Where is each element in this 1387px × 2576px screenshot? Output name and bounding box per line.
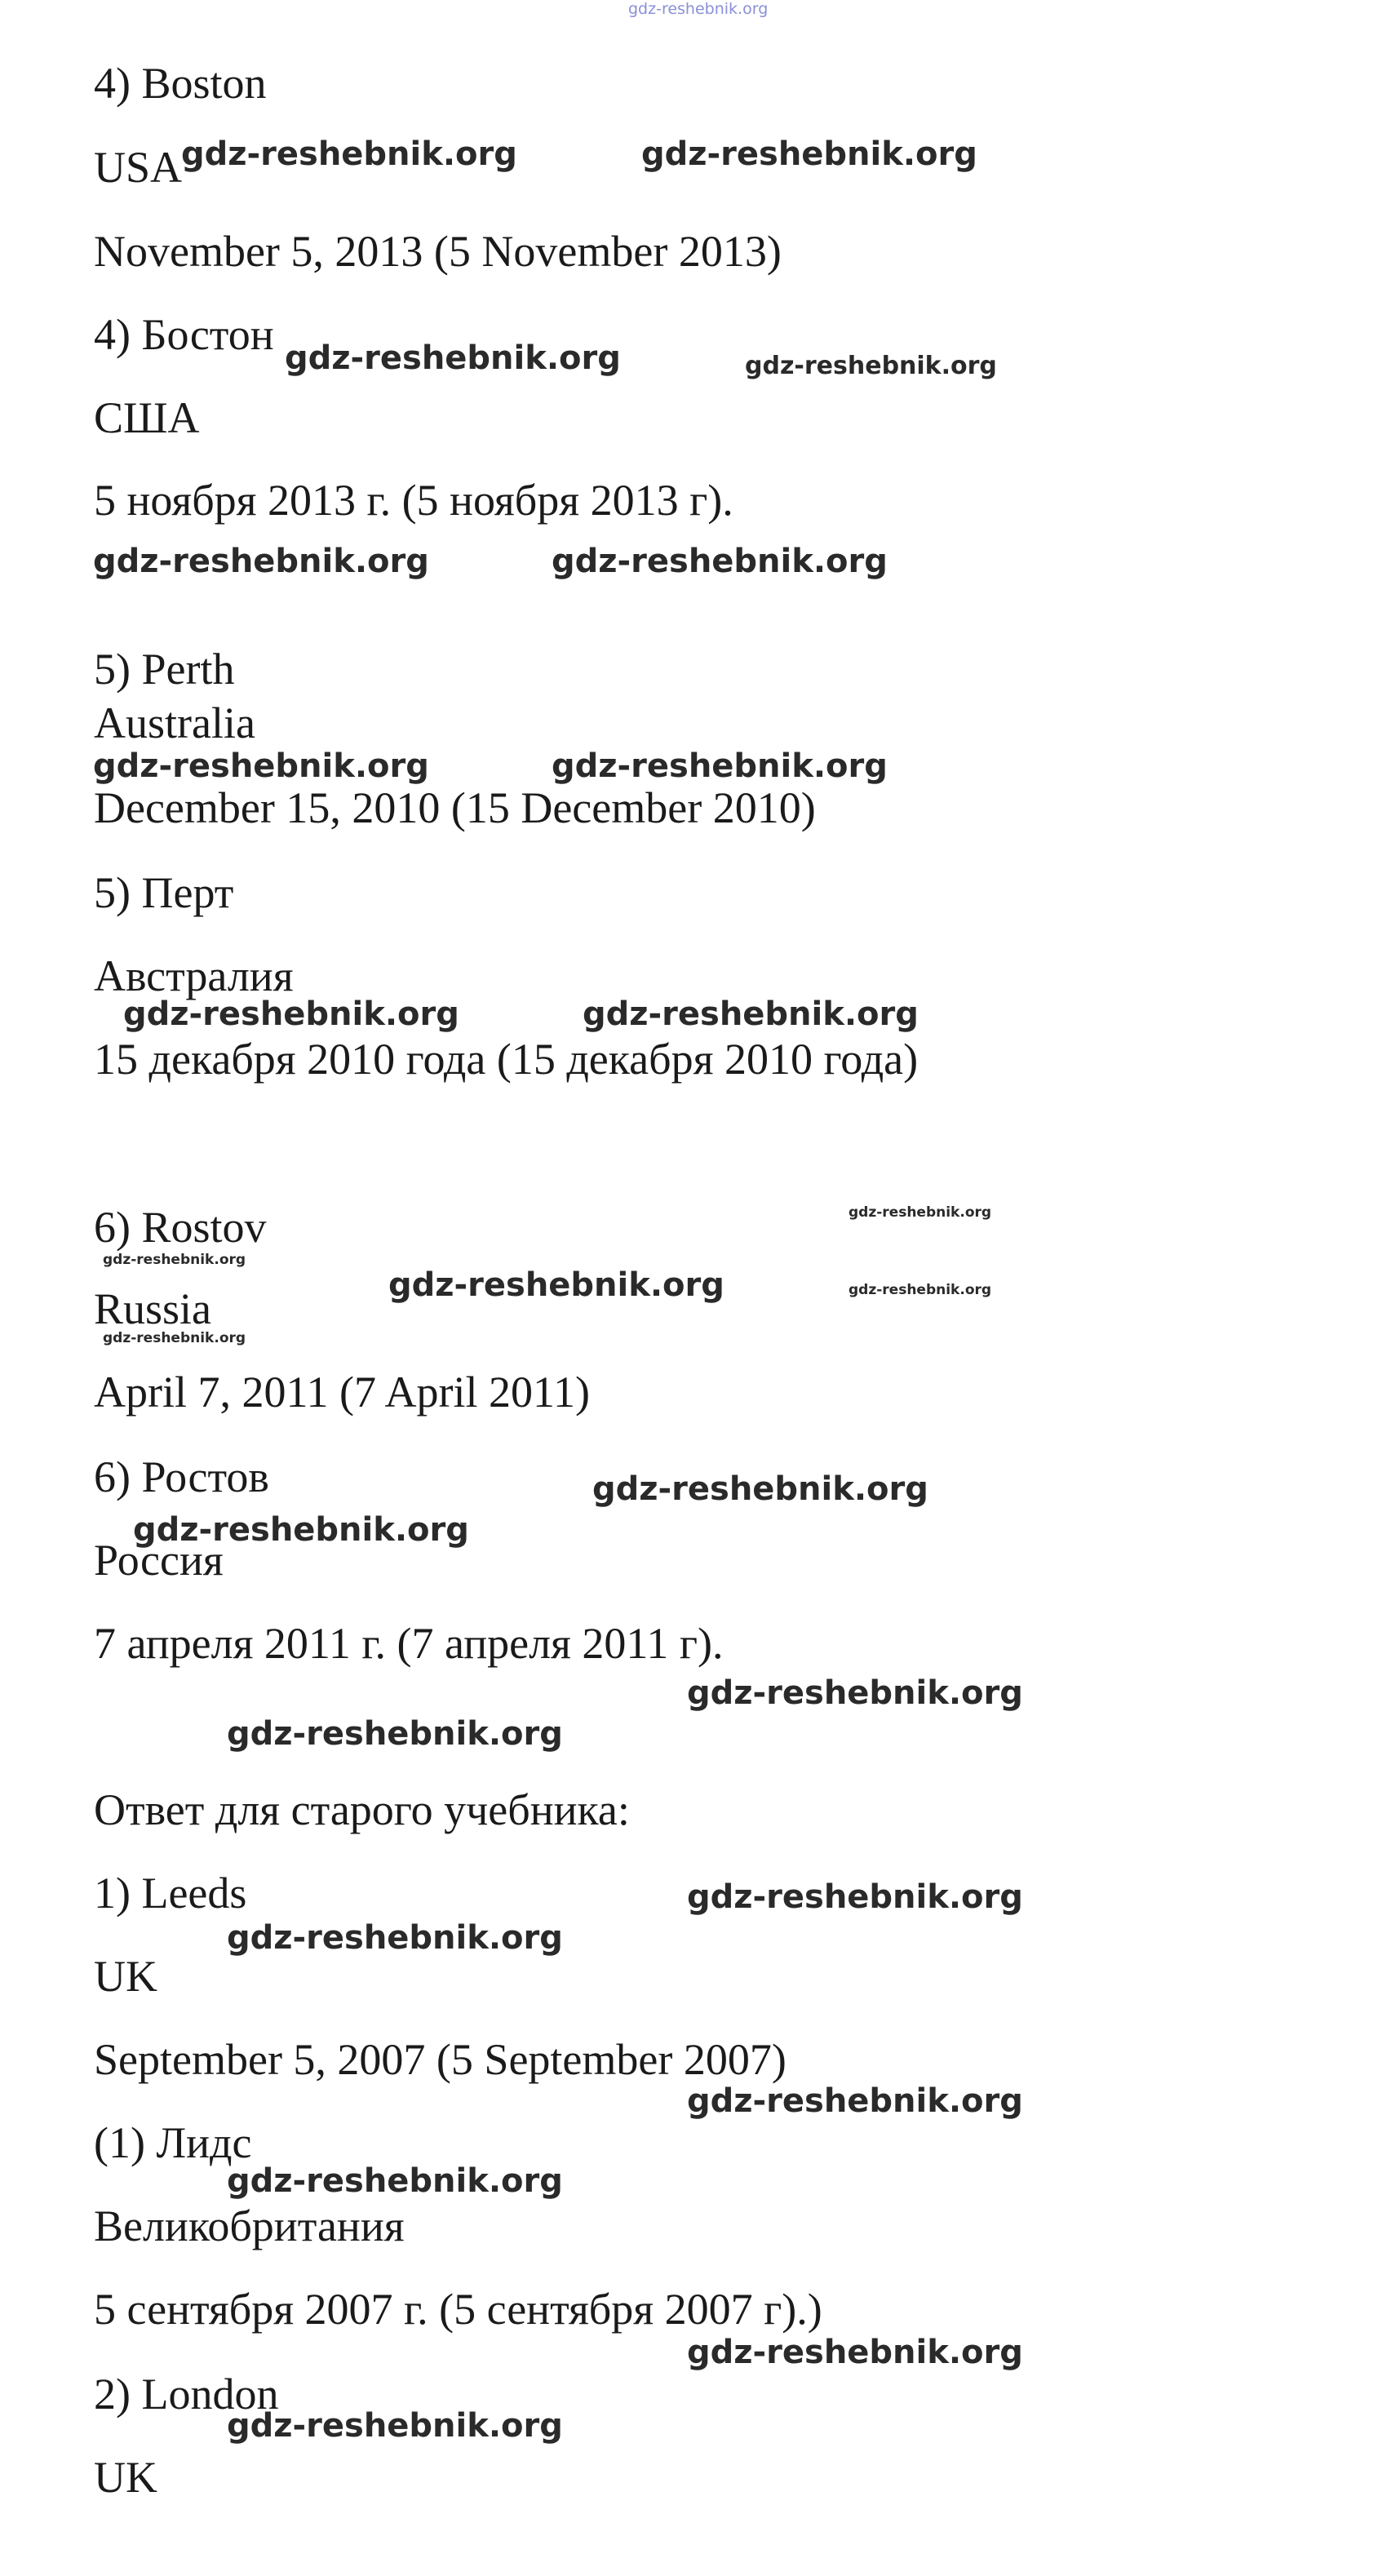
- watermark: gdz-reshebnik.org: [388, 1266, 725, 1304]
- text-line: 2) London: [94, 2370, 279, 2419]
- text-line: April 7, 2011 (7 April 2011): [94, 1368, 590, 1417]
- text-line: 5) Perth: [94, 645, 235, 694]
- text-line: December 15, 2010 (15 December 2010): [94, 783, 816, 832]
- watermark: gdz-reshebnik.org: [227, 2407, 563, 2445]
- text-line: 5 сентября 2007 г. (5 сентября 2007 г).): [94, 2285, 822, 2334]
- text-line: Ответ для старого учебника:: [94, 1785, 630, 1834]
- watermark: gdz-reshebnik.org: [687, 1674, 1023, 1712]
- watermark: gdz-reshebnik.org: [745, 352, 997, 380]
- text-line: 6) Rostov: [94, 1203, 267, 1252]
- text-line: 5 ноября 2013 г. (5 ноября 2013 г).: [94, 476, 733, 525]
- text-line: 6) Ростов: [94, 1452, 269, 1501]
- text-line: 4) Бостон: [94, 310, 274, 359]
- watermark: gdz-reshebnik.org: [583, 995, 919, 1033]
- watermark: gdz-reshebnik.org: [227, 1715, 563, 1753]
- text-line: 4) Boston: [94, 59, 267, 108]
- watermark: gdz-reshebnik.org: [687, 1878, 1023, 1916]
- watermark: gdz-reshebnik.org: [181, 135, 517, 173]
- text-line: UK: [94, 1952, 157, 2001]
- watermark: gdz-reshebnik.org: [93, 747, 429, 785]
- watermark: gdz-reshebnik.org: [285, 339, 621, 377]
- watermark: gdz-reshebnik.org: [133, 1511, 469, 1549]
- text-line: USA: [94, 143, 183, 192]
- text-line: 1) Leeds: [94, 1869, 247, 1918]
- text-line: Australia: [94, 698, 255, 747]
- watermark: gdz-reshebnik.org: [849, 1204, 992, 1221]
- watermark: gdz-reshebnik.org: [123, 995, 459, 1033]
- text-line: Великобритания: [94, 2201, 405, 2250]
- text-line: 15 декабря 2010 года (15 декабря 2010 года): [94, 1035, 919, 1084]
- watermark: gdz-reshebnik.org: [103, 1252, 246, 1268]
- text-line: UK: [94, 2453, 157, 2502]
- watermark: gdz-reshebnik.org: [552, 543, 888, 580]
- text-line: 7 апреля 2011 г. (7 апреля 2011 г).: [94, 1619, 724, 1668]
- text-line: 5) Перт: [94, 868, 234, 917]
- watermark: gdz-reshebnik.org: [687, 2082, 1023, 2120]
- watermark: gdz-reshebnik.org: [552, 747, 888, 785]
- watermark: gdz-reshebnik.org: [227, 2162, 563, 2200]
- watermark-header: gdz-reshebnik.org: [628, 0, 769, 18]
- watermark: gdz-reshebnik.org: [227, 1919, 563, 1957]
- text-line: Россия: [94, 1536, 224, 1585]
- watermark: gdz-reshebnik.org: [687, 2334, 1023, 2371]
- text-line: США: [94, 393, 200, 442]
- watermark: gdz-reshebnik.org: [592, 1470, 928, 1508]
- watermark: gdz-reshebnik.org: [103, 1330, 246, 1346]
- watermark: gdz-reshebnik.org: [849, 1282, 992, 1298]
- watermark: gdz-reshebnik.org: [93, 543, 429, 580]
- text-line: September 5, 2007 (5 September 2007): [94, 2035, 787, 2084]
- text-line: (1) Лидс: [94, 2118, 252, 2167]
- text-line: Австралия: [94, 951, 294, 1000]
- text-line: November 5, 2013 (5 November 2013): [94, 227, 782, 276]
- text-line: Russia: [94, 1284, 212, 1333]
- watermark: gdz-reshebnik.org: [641, 135, 977, 173]
